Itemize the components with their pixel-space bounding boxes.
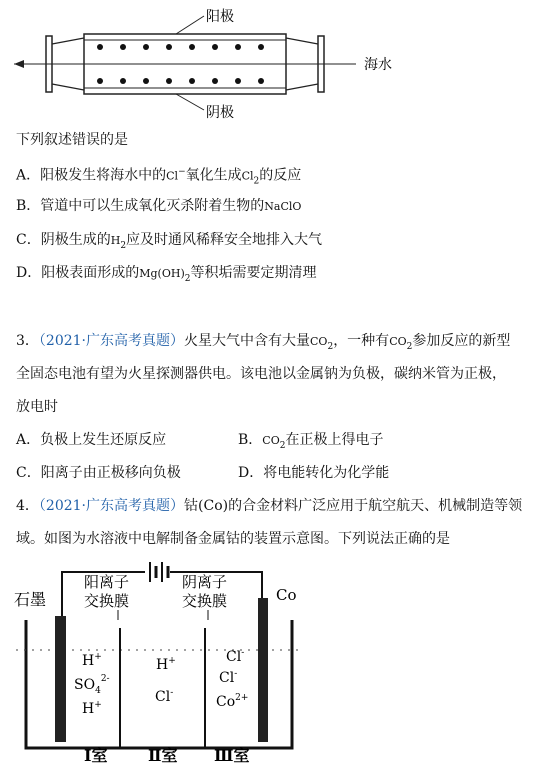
room2-cl-ion: Cl- bbox=[155, 688, 174, 705]
cobalt-electrode bbox=[258, 598, 268, 742]
cobalt-label: Co bbox=[276, 586, 297, 604]
question4-source: （2021·广东高考真题） bbox=[38, 498, 185, 514]
graphite-label: 石墨 bbox=[14, 590, 47, 609]
question2-option-d: D．阳极表面形成的$Mg(OH)_2$等积垢需要定期清理 bbox=[16, 265, 317, 284]
option-letter: D． bbox=[16, 265, 42, 281]
room3-label: Ⅲ室 bbox=[214, 746, 250, 764]
option-letter: A． bbox=[16, 167, 41, 184]
question3-line2: 全固态电池有望为火星探测器供电。该电池以金属钠为负极，碳纳米管为正极， bbox=[16, 366, 506, 382]
seawater-electrolysis-figure bbox=[0, 0, 557, 130]
room1-h-ion-2: H+ bbox=[82, 700, 102, 717]
question3-source: （2021·广东高考真题） bbox=[38, 333, 185, 349]
room1-label: Ⅰ室 bbox=[84, 746, 108, 764]
room2-label: Ⅱ室 bbox=[148, 746, 178, 764]
room3-co-ion: $Co^{2+}$ bbox=[216, 693, 249, 710]
graphite-electrode bbox=[55, 616, 66, 742]
room1-so4-ion: $SO_4^{2-}$ bbox=[74, 674, 110, 696]
anion-membrane-label-1: 阴离子 bbox=[182, 573, 228, 591]
question3-option-b: B．$CO_2$在正极上得电子 bbox=[238, 432, 384, 451]
question4-line1: 4．（2021·广东高考真题）钴(Co)的合金材料广泛应用于航空航天、机械制造等领 bbox=[16, 498, 523, 514]
cathode-dots bbox=[97, 78, 264, 84]
question2-stem: 下列叙述错误的是 bbox=[16, 132, 128, 148]
question3-line3: 放电时 bbox=[16, 399, 58, 415]
room3-cl-ion-2: Cl- bbox=[219, 669, 238, 686]
cation-membrane-label-2: 交换膜 bbox=[84, 592, 130, 610]
question2-option-b: B．管道中可以生成氧化灭杀附着生物的NaClO bbox=[16, 198, 302, 214]
room3-cl-ion: Cl- bbox=[226, 648, 245, 665]
anode-dots bbox=[97, 44, 264, 50]
room1-h-ion: H+ bbox=[82, 652, 102, 669]
cathode-label: 阴极 bbox=[206, 105, 234, 121]
option-letter: C． bbox=[16, 232, 41, 248]
question2-option-c: C．阴极生成的$H_2$应及时通风稀释安全地排入大气 bbox=[16, 232, 323, 251]
question3-option-d: D．将电能转化为化学能 bbox=[238, 465, 390, 481]
seawater-label: 海水 bbox=[364, 57, 392, 73]
option-letter: B． bbox=[16, 198, 41, 214]
anode-label: 阳极 bbox=[206, 9, 234, 25]
cobalt-electrolysis-figure bbox=[0, 558, 557, 764]
question3-line1: 3．（2021·广东高考真题）火星大气中含有大量$CO_2$，一种有$CO_2$参加反应的新型 bbox=[16, 333, 511, 352]
room2-h-ion: H+ bbox=[156, 656, 176, 673]
cation-membrane-label-1: 阳离子 bbox=[84, 573, 130, 591]
question3-option-a: A．负极上发生还原反应 bbox=[16, 432, 167, 448]
question3-option-c: C．阳离子由正极移向负极 bbox=[16, 465, 181, 481]
question4-line2: 域。如图为水溶液中电解制备金属钴的装置示意图。下列说法正确的是 bbox=[16, 531, 450, 547]
question2-option-a: A．阳极发生将海水中的Cl−氧化生成$Cl_2$的反应 bbox=[16, 167, 302, 187]
anion-membrane-label-2: 交换膜 bbox=[182, 592, 228, 610]
